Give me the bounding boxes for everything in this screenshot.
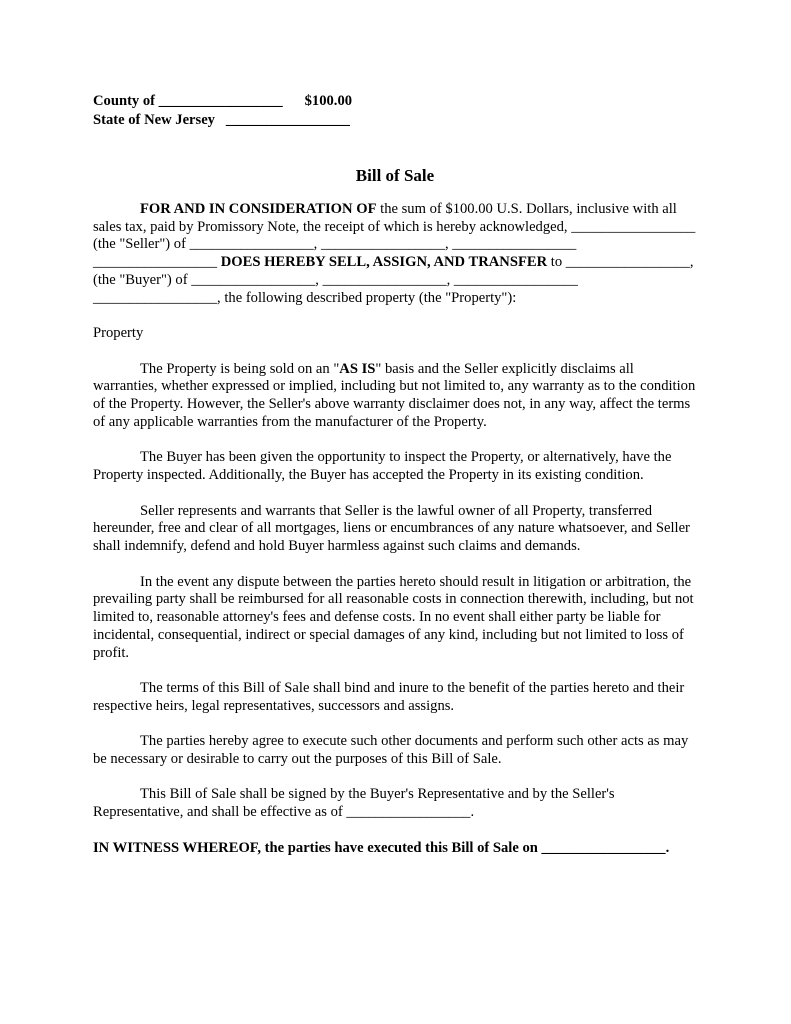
consideration-paragraph <box>93 201 697 308</box>
property-label: Property <box>93 325 144 342</box>
consideration-lead: FOR AND IN CONSIDERATION OF <box>140 200 377 217</box>
as-is-paragraph <box>93 361 697 432</box>
consideration-text-2: to _________________, (the "Buyer") of _________________, _________________, _________________ _________________, the following described property (the "Property"): <box>93 254 694 306</box>
as-is-post: " basis and the Seller explicitly disclaims all warranties, whether expressed or implied, including but not limited to, any warranty as to the condition of the Property. However, the Seller's above warranty disclaimer does not, in any way, affect the terms of any applicable warranties from the manufacturer of the Property. <box>93 360 696 430</box>
binding-paragraph: The terms of this Bill of Sale shall bind and inure to the benefit of the parties hereto and their respective heirs, legal representatives, successors and assigns. <box>93 680 685 714</box>
consideration-text-1: the sum of $100.00 U.S. Dollars, inclusive with all sales tax, paid by Promissory Note, the receipt of which is hereby acknowledged, _________________ (the "Seller") of _________________, _________________, _________________ _________________ <box>93 200 696 271</box>
as-is-pre: The Property is being sold on an " <box>140 360 340 377</box>
document-page <box>93 93 697 875</box>
as-is-bold: AS IS <box>339 360 376 377</box>
further-acts-paragraph: The parties hereby agree to execute such other documents and perform such other acts as may be necessary or desirable to carry out the purposes of this Bill of Sale. <box>93 733 689 768</box>
document-title: Bill of Sale <box>355 166 435 185</box>
inspection-paragraph: The Buyer has been given the opportunity to inspect the Property, or alternatively, have the Property inspected. Additionally, the Buyer has accepted the Property in its existing condition. <box>93 449 672 484</box>
state-line: State of New Jersey _________________ <box>93 112 350 128</box>
witness-clause: IN WITNESS WHEREOF, the parties have executed this Bill of Sale on _________________. <box>93 839 670 856</box>
consideration-transfer-clause: DOES HEREBY SELL, ASSIGN, AND TRANSFER <box>220 254 548 271</box>
dispute-paragraph: In the event any dispute between the parties hereto should result in litigation or arbitration, the prevailing party shall be reimbursed for all reasonable costs in connection therewith, including, but not limited to, reasonable attorney's fees and defense costs. In no event shall either party be liable for incidental, consequential, indirect or special damages of any kind, including but not limited to loss of profit. <box>93 573 694 661</box>
county-line: County of _________________ $100.00 <box>93 93 353 109</box>
effective-date-paragraph: This Bill of Sale shall be signed by the Buyer's Representative and by the Seller's Representative, and shall be effective as of _________________. <box>93 786 615 821</box>
warranty-paragraph: Seller represents and warrants that Seller is the lawful owner of all Property, transferred hereunder, free and clear of all mortgages, liens or encumbrances of any nature whatsoever, and Seller shall indemnify, defend and hold Buyer harmless against such claims and demands. <box>93 502 690 555</box>
